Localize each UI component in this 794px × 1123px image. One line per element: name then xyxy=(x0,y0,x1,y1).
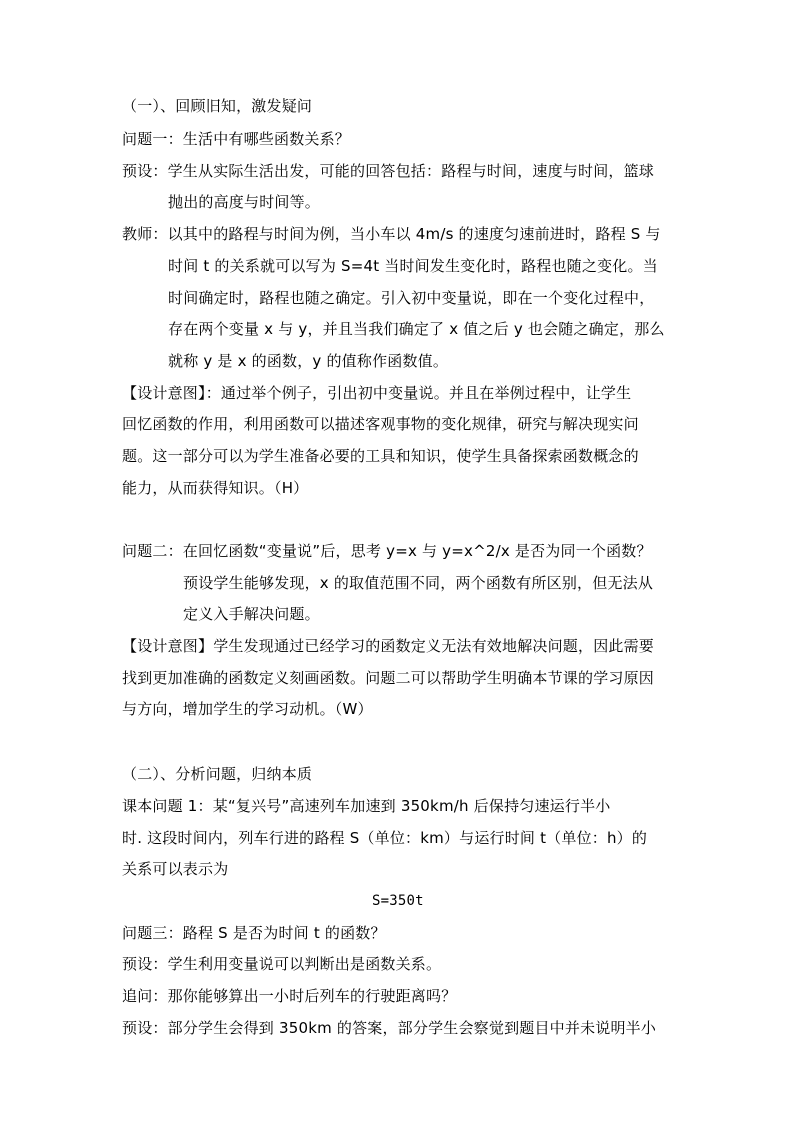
section1-heading: （一）、回顾旧知，激发疑问 xyxy=(122,97,313,115)
textbook-problem-line2: 时. 这段时间内，列车行进的路程 S（单位：km）与运行时间 t（单位：h）的 xyxy=(122,829,648,847)
design-intent-one-line2: 回忆函数的作用，利用函数可以描述客观事物的变化规律，研究与解决现实问 xyxy=(122,415,639,433)
follow-up-question: 追问：那你能够算出一小时后列车的行驶距离吗？ xyxy=(122,987,457,1005)
teacher-line1: 教师：以其中的路程与时间为例，当小车以 4m/s 的速度匀速前进时，路程 S 与 xyxy=(122,225,661,243)
preset-one-line1: 预设：学生从实际生活出发，可能的回答包括：路程与时间，速度与时间，篮球 xyxy=(122,162,655,180)
question-three: 问题三：路程 S 是否为时间 t 的函数？ xyxy=(122,924,386,942)
preset-four: 预设：部分学生会得到 350km 的答案，部分学生会察觉到题目中并未说明半小 xyxy=(122,1019,657,1037)
question-two: 问题二：在回忆函数“变量说”后，思考 y=x 与 y=x^2/x 是否为同一个函数？ xyxy=(122,542,652,560)
teacher-line3: 时间确定时，路程也随之确定。引入初中变量说，即在一个变化过程中， xyxy=(168,289,655,307)
preset-two-line2: 定义入手解决问题。 xyxy=(183,605,320,623)
teacher-line4: 存在两个变量 x 与 y，并且当我们确定了 x 值之后 y 也会随之确定，那么 xyxy=(168,320,665,338)
textbook-problem-line3: 关系可以表示为 xyxy=(122,860,229,878)
preset-two-line1: 预设学生能够发现，x 的取值范围不同，两个函数有所区别，但无法从 xyxy=(183,574,654,592)
formula: S=350t xyxy=(372,893,424,909)
preset-one-line2: 抛出的高度与时间等。 xyxy=(168,193,321,211)
section2-heading: （二）、分析问题，归纳本质 xyxy=(122,765,313,783)
textbook-problem-line1: 课本问题 1：某“复兴号”高速列车加速到 350km/h 后保持匀速运行半小 xyxy=(122,797,611,815)
design-intent-one-line3: 题。这一部分可以为学生准备必要的工具和知识，使学生具备探索函数概念的 xyxy=(122,447,639,465)
teacher-line2: 时间 t 的关系就可以写为 S=4t 当时间发生变化时，路程也随之变化。当 xyxy=(168,257,658,275)
design-intent-two-line1: 【设计意图】学生发现通过已经学习的函数定义无法有效地解决问题，因此需要 xyxy=(122,637,655,655)
design-intent-one-line4: 能力，从而获得知识。（H） xyxy=(122,479,309,497)
design-intent-two-line2: 找到更加准确的函数定义刻画函数。问题二可以帮助学生明确本节课的学习原因 xyxy=(122,669,655,687)
teacher-line5: 就称 y 是 x 的函数，y 的值称作函数值。 xyxy=(168,352,449,370)
design-intent-two-line3: 与方向，增加学生的学习动机。（W） xyxy=(122,700,373,718)
preset-three: 预设：学生利用变量说可以判断出是函数关系。 xyxy=(122,955,442,973)
question-one: 问题一：生活中有哪些函数关系？ xyxy=(122,130,351,148)
design-intent-one-line1: 【设计意图】：通过举个例子，引出初中变量说。并且在举例过程中，让学生 xyxy=(122,384,632,402)
